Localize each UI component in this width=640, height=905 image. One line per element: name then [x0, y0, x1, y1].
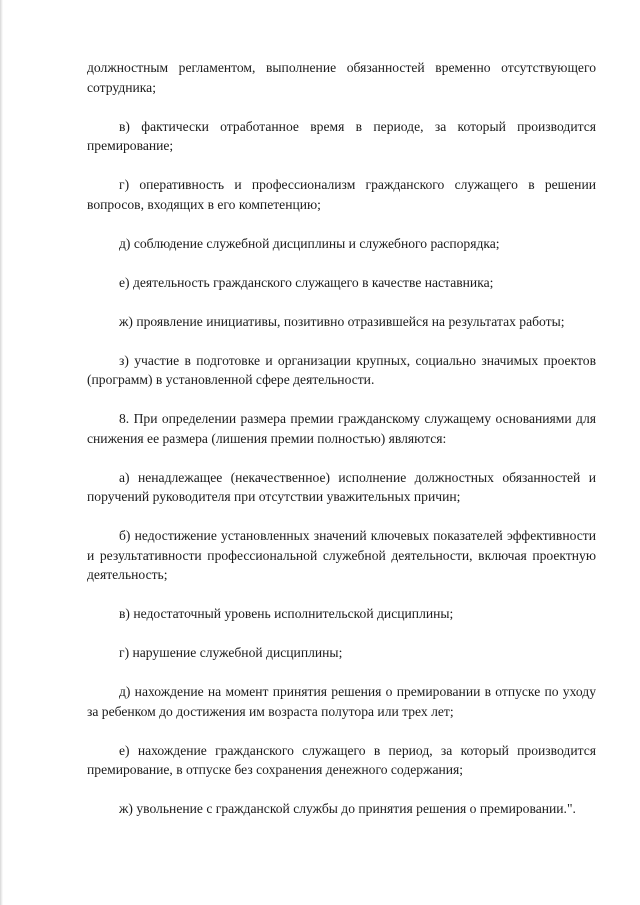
paragraph-item-e: е) деятельность гражданского служащего в качестве наставника; — [119, 274, 494, 290]
paragraph-item-z: з) участие в подготовке и организации крупных, социально значимых проектов (программ) в установленной сфере деятельности. — [87, 352, 596, 387]
paragraph-continuation: должностным регламентом, выполнение обязанностей временно отсутствующего сотрудника; — [87, 60, 596, 95]
paragraph-item-zh-2: ж) увольнение с гражданской службы до принятия решения о премировании.". — [119, 801, 576, 816]
paragraph-item-g-2: г) нарушение служебной дисциплины; — [119, 645, 343, 660]
scan-edge — [0, 0, 3, 905]
paragraph-item-a: а) ненадлежащее (некачественное) исполнение должностных обязанностей и поручений руководителя при отсутствии уважительных причин; — [87, 469, 596, 504]
paragraph-item-zh: ж) проявление инициативы, позитивно отразившейся на результатах работы; — [119, 313, 565, 329]
paragraph-item-b: б) недостижение установленных значений ключевых показателей эффективности и результативности профессиональной служебной деятельности, включая проектную деятельность; — [87, 528, 596, 582]
paragraph-item-d: д) соблюдение служебной дисциплины и служебного распорядка; — [119, 235, 500, 251]
paragraph-item-e-2: е) нахождение гражданского служащего в период, за который производится премирование, в отпуске без сохранения денежного содержания; — [87, 742, 596, 777]
paragraph-item-v: в) фактически отработанное время в периоде, за который производится премирование; — [87, 118, 596, 153]
paragraph-item-d-2: д) нахождение на момент принятия решения о премировании в отпуске по уходу за ребенком до достижения им возраста полутора или трех лет; — [87, 684, 596, 719]
paragraph-item-v-2: в) недостаточный уровень исполнительской дисциплины; — [119, 606, 454, 621]
paragraph-item-g: г) оперативность и профессионализм гражданского служащего в решении вопросов, входящих в его компетенцию; — [87, 177, 596, 212]
paragraph-section-8: 8. При определении размера премии гражданскому служащему основаниями для снижения ее размера (лишения премии полностью) являются: — [87, 411, 596, 446]
